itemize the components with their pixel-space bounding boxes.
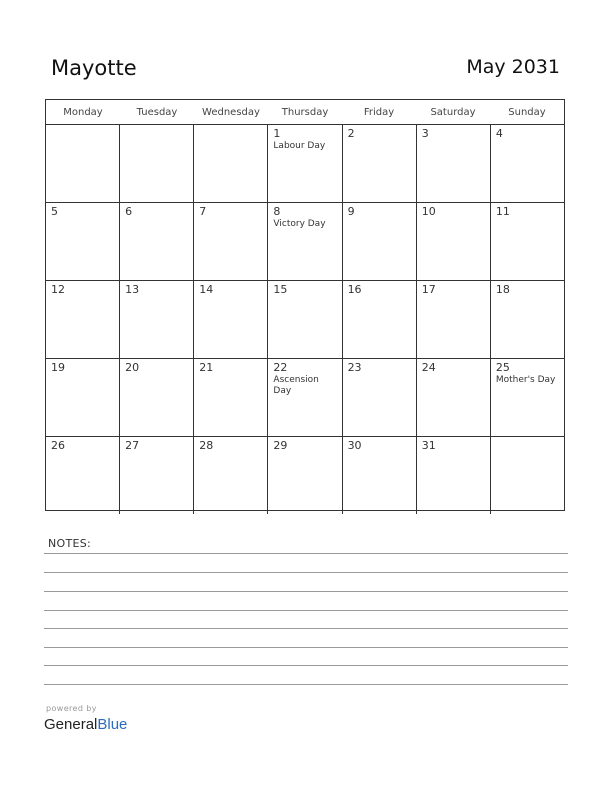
day-cell	[343, 359, 417, 436]
day-cell	[491, 359, 564, 436]
day-number: 20	[125, 361, 140, 374]
weekday-saturday: Saturday	[430, 106, 476, 118]
note-line	[44, 591, 568, 592]
day-cell	[46, 437, 120, 514]
day-cell	[194, 281, 268, 358]
month-title: May 2031	[466, 56, 560, 78]
day-number: 21	[199, 361, 214, 374]
day-number: 30	[347, 439, 362, 452]
day-cell	[491, 125, 564, 202]
day-number: 12	[51, 283, 65, 296]
day-cell	[46, 203, 120, 280]
calendar-week-row	[46, 203, 564, 281]
day-number: 17	[421, 283, 436, 296]
note-line	[44, 665, 568, 666]
weekday-monday: Monday	[63, 106, 103, 118]
day-number: 10	[421, 205, 436, 218]
day-number: 19	[51, 361, 65, 374]
day-cell	[194, 125, 268, 202]
day-number: 23	[347, 361, 362, 374]
calendar-week-row	[46, 437, 564, 514]
day-cell	[120, 359, 194, 436]
day-number: 24	[421, 361, 436, 374]
calendar-week-row	[46, 125, 564, 203]
weekday-tuesday: Tuesday	[136, 106, 178, 118]
day-number: 2	[347, 127, 355, 140]
notes-label: NOTES:	[48, 537, 92, 550]
day-cell	[491, 281, 564, 358]
day-cell	[417, 359, 491, 436]
weekday-header-row	[46, 100, 564, 125]
generalblue-logo	[44, 716, 127, 733]
weekday-sunday: Sunday	[508, 106, 546, 118]
day-number: 18	[495, 283, 510, 296]
day-number: 15	[273, 283, 288, 296]
day-cell	[268, 359, 342, 436]
day-number: 6	[125, 205, 133, 218]
powered-by-text: powered by	[46, 704, 97, 713]
day-number: 3	[421, 127, 429, 140]
day-cell	[194, 203, 268, 280]
day-cell	[120, 281, 194, 358]
day-number: 22	[273, 361, 288, 374]
day-cell	[268, 281, 342, 358]
day-number: 11	[495, 205, 510, 218]
day-cell	[194, 359, 268, 436]
day-cell	[268, 437, 342, 514]
weekday-thursday: Thursday	[281, 106, 329, 118]
calendar-week-row	[46, 359, 564, 437]
calendar-grid	[45, 99, 565, 511]
day-cell	[268, 203, 342, 280]
holiday-label: Labour Day	[273, 141, 326, 151]
day-cell	[120, 437, 194, 514]
note-line	[44, 684, 568, 685]
day-cell	[417, 125, 491, 202]
holiday-label: Ascension Day	[273, 375, 319, 396]
holiday-label: Victory Day	[273, 219, 326, 229]
day-cell	[491, 437, 564, 514]
day-number: 26	[51, 439, 65, 452]
day-cell	[46, 359, 120, 436]
holiday-label: Mother's Day	[495, 375, 556, 385]
note-line	[44, 610, 568, 611]
day-cell	[194, 437, 268, 514]
day-number: 4	[495, 127, 503, 140]
day-number: 16	[347, 283, 362, 296]
day-number: 27	[125, 439, 140, 452]
day-number: 5	[51, 205, 58, 218]
weekday-wednesday: Wednesday	[202, 106, 260, 118]
day-cell	[46, 281, 120, 358]
day-number: 7	[199, 205, 207, 218]
day-cell	[46, 125, 120, 202]
day-number: 29	[273, 439, 288, 452]
country-title: Mayotte	[51, 56, 137, 80]
note-line	[44, 553, 568, 554]
day-cell	[343, 125, 417, 202]
day-cell	[417, 281, 491, 358]
day-number: 9	[347, 205, 355, 218]
day-number: 14	[199, 283, 214, 296]
day-cell	[120, 203, 194, 280]
day-cell	[343, 281, 417, 358]
day-number: 13	[125, 283, 140, 296]
note-line	[44, 647, 568, 648]
day-cell	[343, 203, 417, 280]
day-number: 28	[199, 439, 214, 452]
day-cell	[343, 437, 417, 514]
day-number: 31	[421, 439, 436, 452]
calendar-week-row	[46, 281, 564, 359]
day-number: 8	[273, 205, 281, 218]
day-cell	[417, 437, 491, 514]
brand-general: General	[44, 716, 98, 733]
note-line	[44, 572, 568, 573]
day-cell	[268, 125, 342, 202]
day-cell	[120, 125, 194, 202]
calendar-header	[0, 0, 612, 100]
day-cell	[491, 203, 564, 280]
day-cell	[417, 203, 491, 280]
calendar-weeks	[46, 125, 564, 514]
brand-blue: Blue	[97, 716, 128, 733]
day-number: 25	[495, 361, 510, 374]
weekday-friday: Friday	[363, 106, 395, 118]
note-line	[44, 628, 568, 629]
day-number: 1	[273, 127, 281, 140]
